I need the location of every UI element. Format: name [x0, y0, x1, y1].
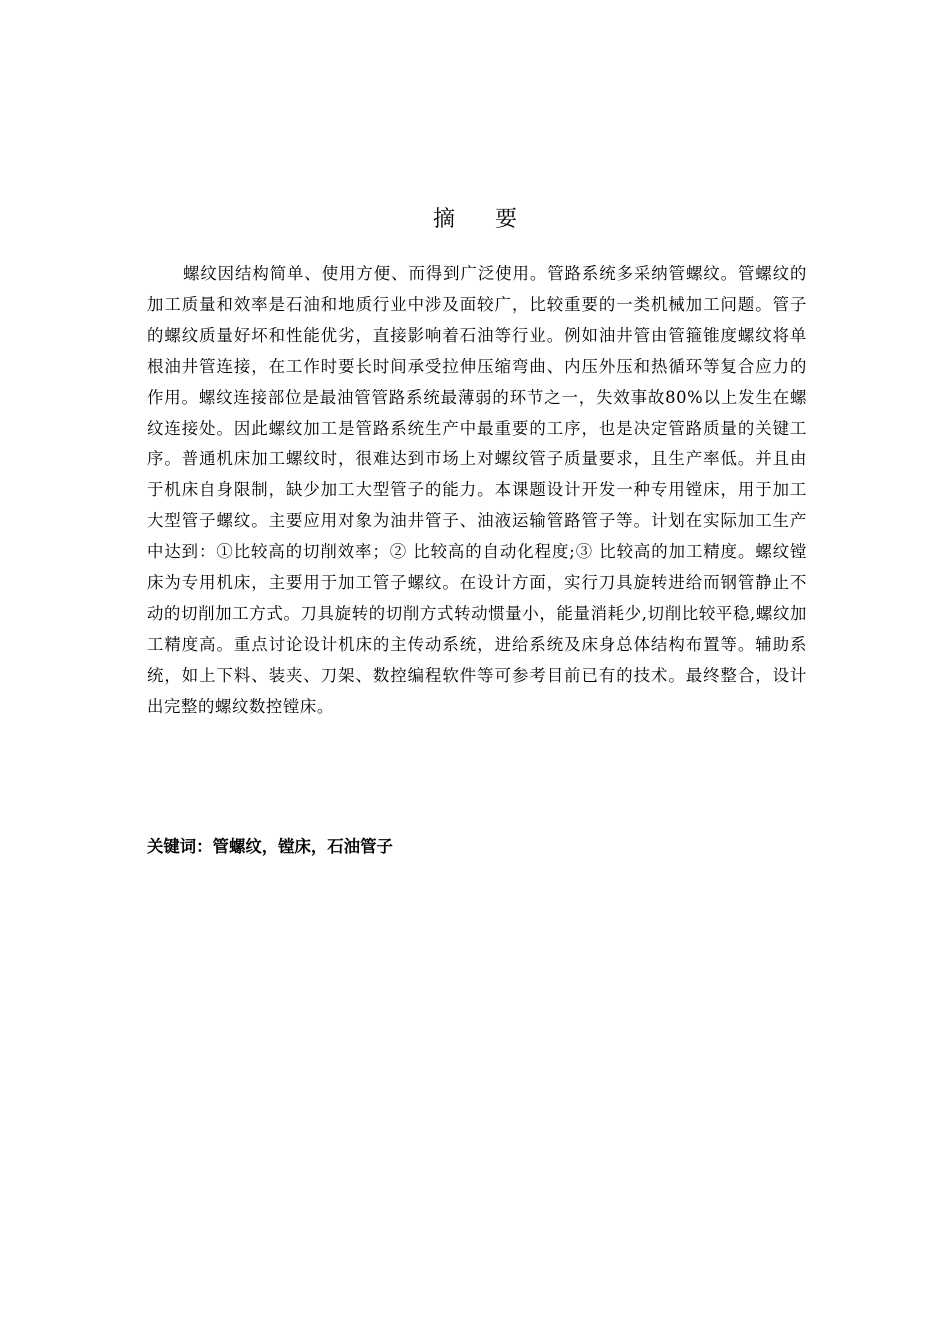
keywords-line: 关键词：管螺纹，镗床，石油管子	[147, 837, 393, 856]
abstract-paragraph: 螺纹因结构简单、使用方便、而得到广泛使用。管路系统多采纳管螺纹。管螺纹的加工质量和效率是石油和地质行业中涉及面较广，比较重要的一类机械加工问题。管子的螺纹质量好坏和性能优劣，直接影响着石油等行业。例如油井管由管箍锥度螺纹将单根油井管连接，在工作时要长时间承受拉伸压缩弯曲、内压外压和热循环等复合应力的作用。螺纹连接部位是最油管管路系统最薄弱的环节之一，失效事故80%以上发生在螺纹连接处。因此螺纹加工是管路系统生产中最重要的工序，也是决定管路质量的关键工序。普通机床加工螺纹时，很难达到市场上对螺纹管子质量要求，且生产率低。并且由于机床自身限制，缺少加工大型管子的能力。本课题设计开发一种专用镗床，用于加工大型管子螺纹。主要应用对象为油井管子、油液运输管路管子等。计划在实际加工生产中达到：①比较高的切削效率；② 比较高的自动化程度;③ 比较高的加工精度。螺纹镗床为专用机床，主要用于加工管子螺纹。在设计方面，实行刀具旋转进给而钢管静止不动的切削加工方式。刀具旋转的切削方式转动惯量小，能量消耗少,切削比较平稳,螺纹加工精度高。重点讨论设计机床的主传动系统，进给系统及床身总体结构布置等。辅助系统，如上下料、装夹、刀架、数控编程软件等可参考目前已有的技术。最终整合，设计出完整的螺纹数控镗床。	[147, 264, 807, 716]
page-title: 摘要	[432, 207, 557, 232]
